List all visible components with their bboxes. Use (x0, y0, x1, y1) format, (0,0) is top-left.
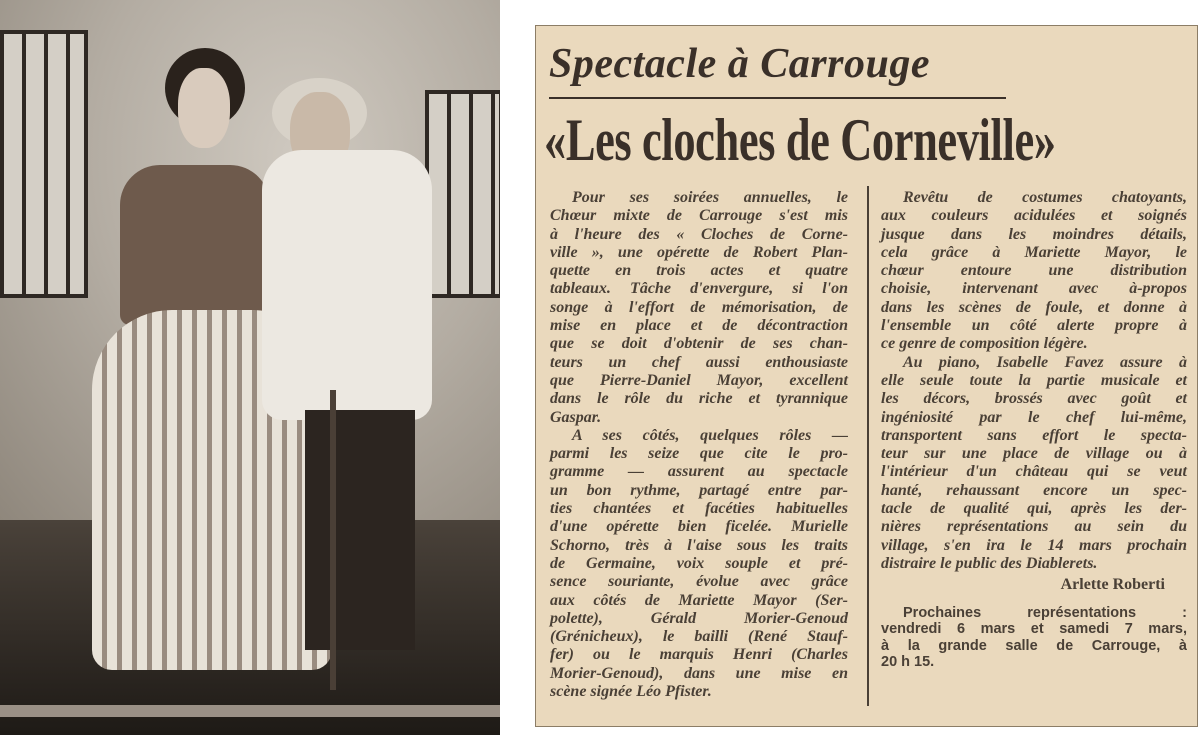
article-text-line: choisie, intervenant avec à-propos (881, 280, 1187, 298)
article-text-line: A ses côtés, quelques rôles — (572, 426, 848, 444)
article-text-line: de Germaine, voix souple et pré- (550, 554, 848, 572)
article-kicker: Spectacle à Carrouge (549, 41, 930, 87)
article-text-line: que Pierre-Daniel Mayor, excellent (550, 371, 848, 389)
article-text-line: teurs un chef aussi enthousiaste (550, 353, 848, 371)
article-text-line: Revêtu de costumes chatoyants, (903, 189, 1187, 206)
article-text-line: d'une opérette bien ficelée. Murielle (550, 518, 848, 536)
performance-info (881, 605, 1187, 671)
stage-photo (0, 0, 500, 735)
article-text-line: hanté, rehaussant encore un spec- (881, 481, 1187, 499)
article-text-line: chœur entoure une distribution (881, 262, 1187, 280)
man-legs (305, 410, 415, 650)
article-text-line: ville », une opérette de Robert Plan- (550, 243, 848, 261)
article-text-line: ce genre de composition légère. (881, 335, 1088, 353)
article-text-line: tacle de qualité qui, après les der- (881, 500, 1187, 518)
article-text-line: (Grénicheux), le bailli (René Stauf- (550, 628, 848, 646)
article-text-line: dans les scènes de foule, et donne à (881, 298, 1187, 316)
article-text-line: cela grâce à Mariette Mayor, le (881, 243, 1187, 261)
article-column-right (881, 189, 1187, 671)
stage-edge (0, 705, 500, 717)
woman-bodice (120, 165, 270, 325)
woman-face (178, 68, 230, 148)
article-text-line: scène signée Léo Pfister. (550, 683, 712, 701)
article-text-line: quette en trois actes et quatre (550, 262, 848, 280)
article-text-line: sence souriante, évolue avec grâce (550, 573, 848, 591)
article-title: «Les cloches de Corneville» (544, 107, 1056, 173)
article-text-line: polette), Gérald Morier-Genoud (550, 609, 848, 627)
article-text-line: transportent sans effort le specta- (881, 426, 1187, 444)
article-text-line: songe à l'effort de mémorisation, de (550, 298, 848, 316)
cane (330, 390, 336, 690)
article-text-line: fer) ou le marquis Henri (Charles (550, 646, 848, 664)
article-text-line: Chœur mixte de Carrouge s'est mis (550, 207, 848, 225)
article-text-line: Morier-Genoud), dans une mise en (550, 664, 848, 682)
article-text-line: ties chantées et facéties habituelles (550, 500, 848, 518)
kicker-rule (549, 97, 1006, 99)
article-text-line: ingéniosité par le chef lui-même, (881, 408, 1187, 426)
article-text-line: les décors, brossés avec goût et (881, 390, 1187, 408)
author-byline: Arlette Roberti (1060, 576, 1165, 594)
column-divider (867, 186, 869, 706)
article-text-line: l'ensemble un côté alerte propre à (881, 317, 1187, 335)
article-text-line: à l'heure des « Cloches de Corne- (550, 225, 848, 243)
article-text-line: nières représentations au sein du (881, 518, 1187, 536)
article-text-line: aux couleurs acidulées et soignés (881, 207, 1187, 225)
performance-info-line: Prochaines représentations : (903, 604, 1187, 621)
article-text-line: Gaspar. (550, 408, 602, 426)
backdrop-house-left (0, 30, 88, 298)
performance-info-line: 20 h 15. (881, 654, 935, 671)
article-text-line: parmi les seize que cite le pro- (550, 445, 848, 463)
article-text-line: village, s'en ira le 14 mars prochain (881, 536, 1187, 554)
backdrop-house-right (425, 90, 500, 298)
article-text-line: Schorno, très à l'aise sous les traits (550, 536, 848, 554)
article-text-line: elle seule toute la partie musicale et (881, 371, 1187, 389)
right-column-body (881, 189, 1187, 573)
article-text-line: que se doit d'obtenir de ses chan- (550, 335, 848, 353)
article-text-line: un bon rythme, partagé entre par- (550, 481, 848, 499)
article-text-line: teur sur une place de village ou à (881, 445, 1187, 463)
article-text-line: aux côtés de Mariette Mayor (Ser- (550, 591, 848, 609)
article-text-line: tableaux. Tâche d'envergure, si l'on (550, 280, 848, 298)
article-text-line: l'intérieur d'un château qui se veut (881, 463, 1187, 481)
article-column-left (550, 189, 848, 701)
newspaper-clipping (535, 25, 1198, 727)
article-text-line: Pour ses soirées annuelles, le (572, 189, 848, 206)
article-text-line: dans le rôle du riche et tyrannique (550, 390, 848, 408)
article-text-line: distraire le public des Diablerets. (881, 554, 1098, 572)
performance-info-line: à la grande salle de Carrouge, à (881, 637, 1187, 654)
article-text-line: gramme — assurent au spectacle (550, 463, 848, 481)
article-text-line: Au piano, Isabelle Favez assure à (903, 353, 1187, 371)
article-text-line: jusque dans les moindres détails, (881, 225, 1187, 243)
performance-info-line: vendredi 6 mars et samedi 7 mars, (881, 621, 1187, 638)
man-shirt (262, 150, 432, 420)
article-text-line: mise en place et de décontraction (550, 317, 848, 335)
